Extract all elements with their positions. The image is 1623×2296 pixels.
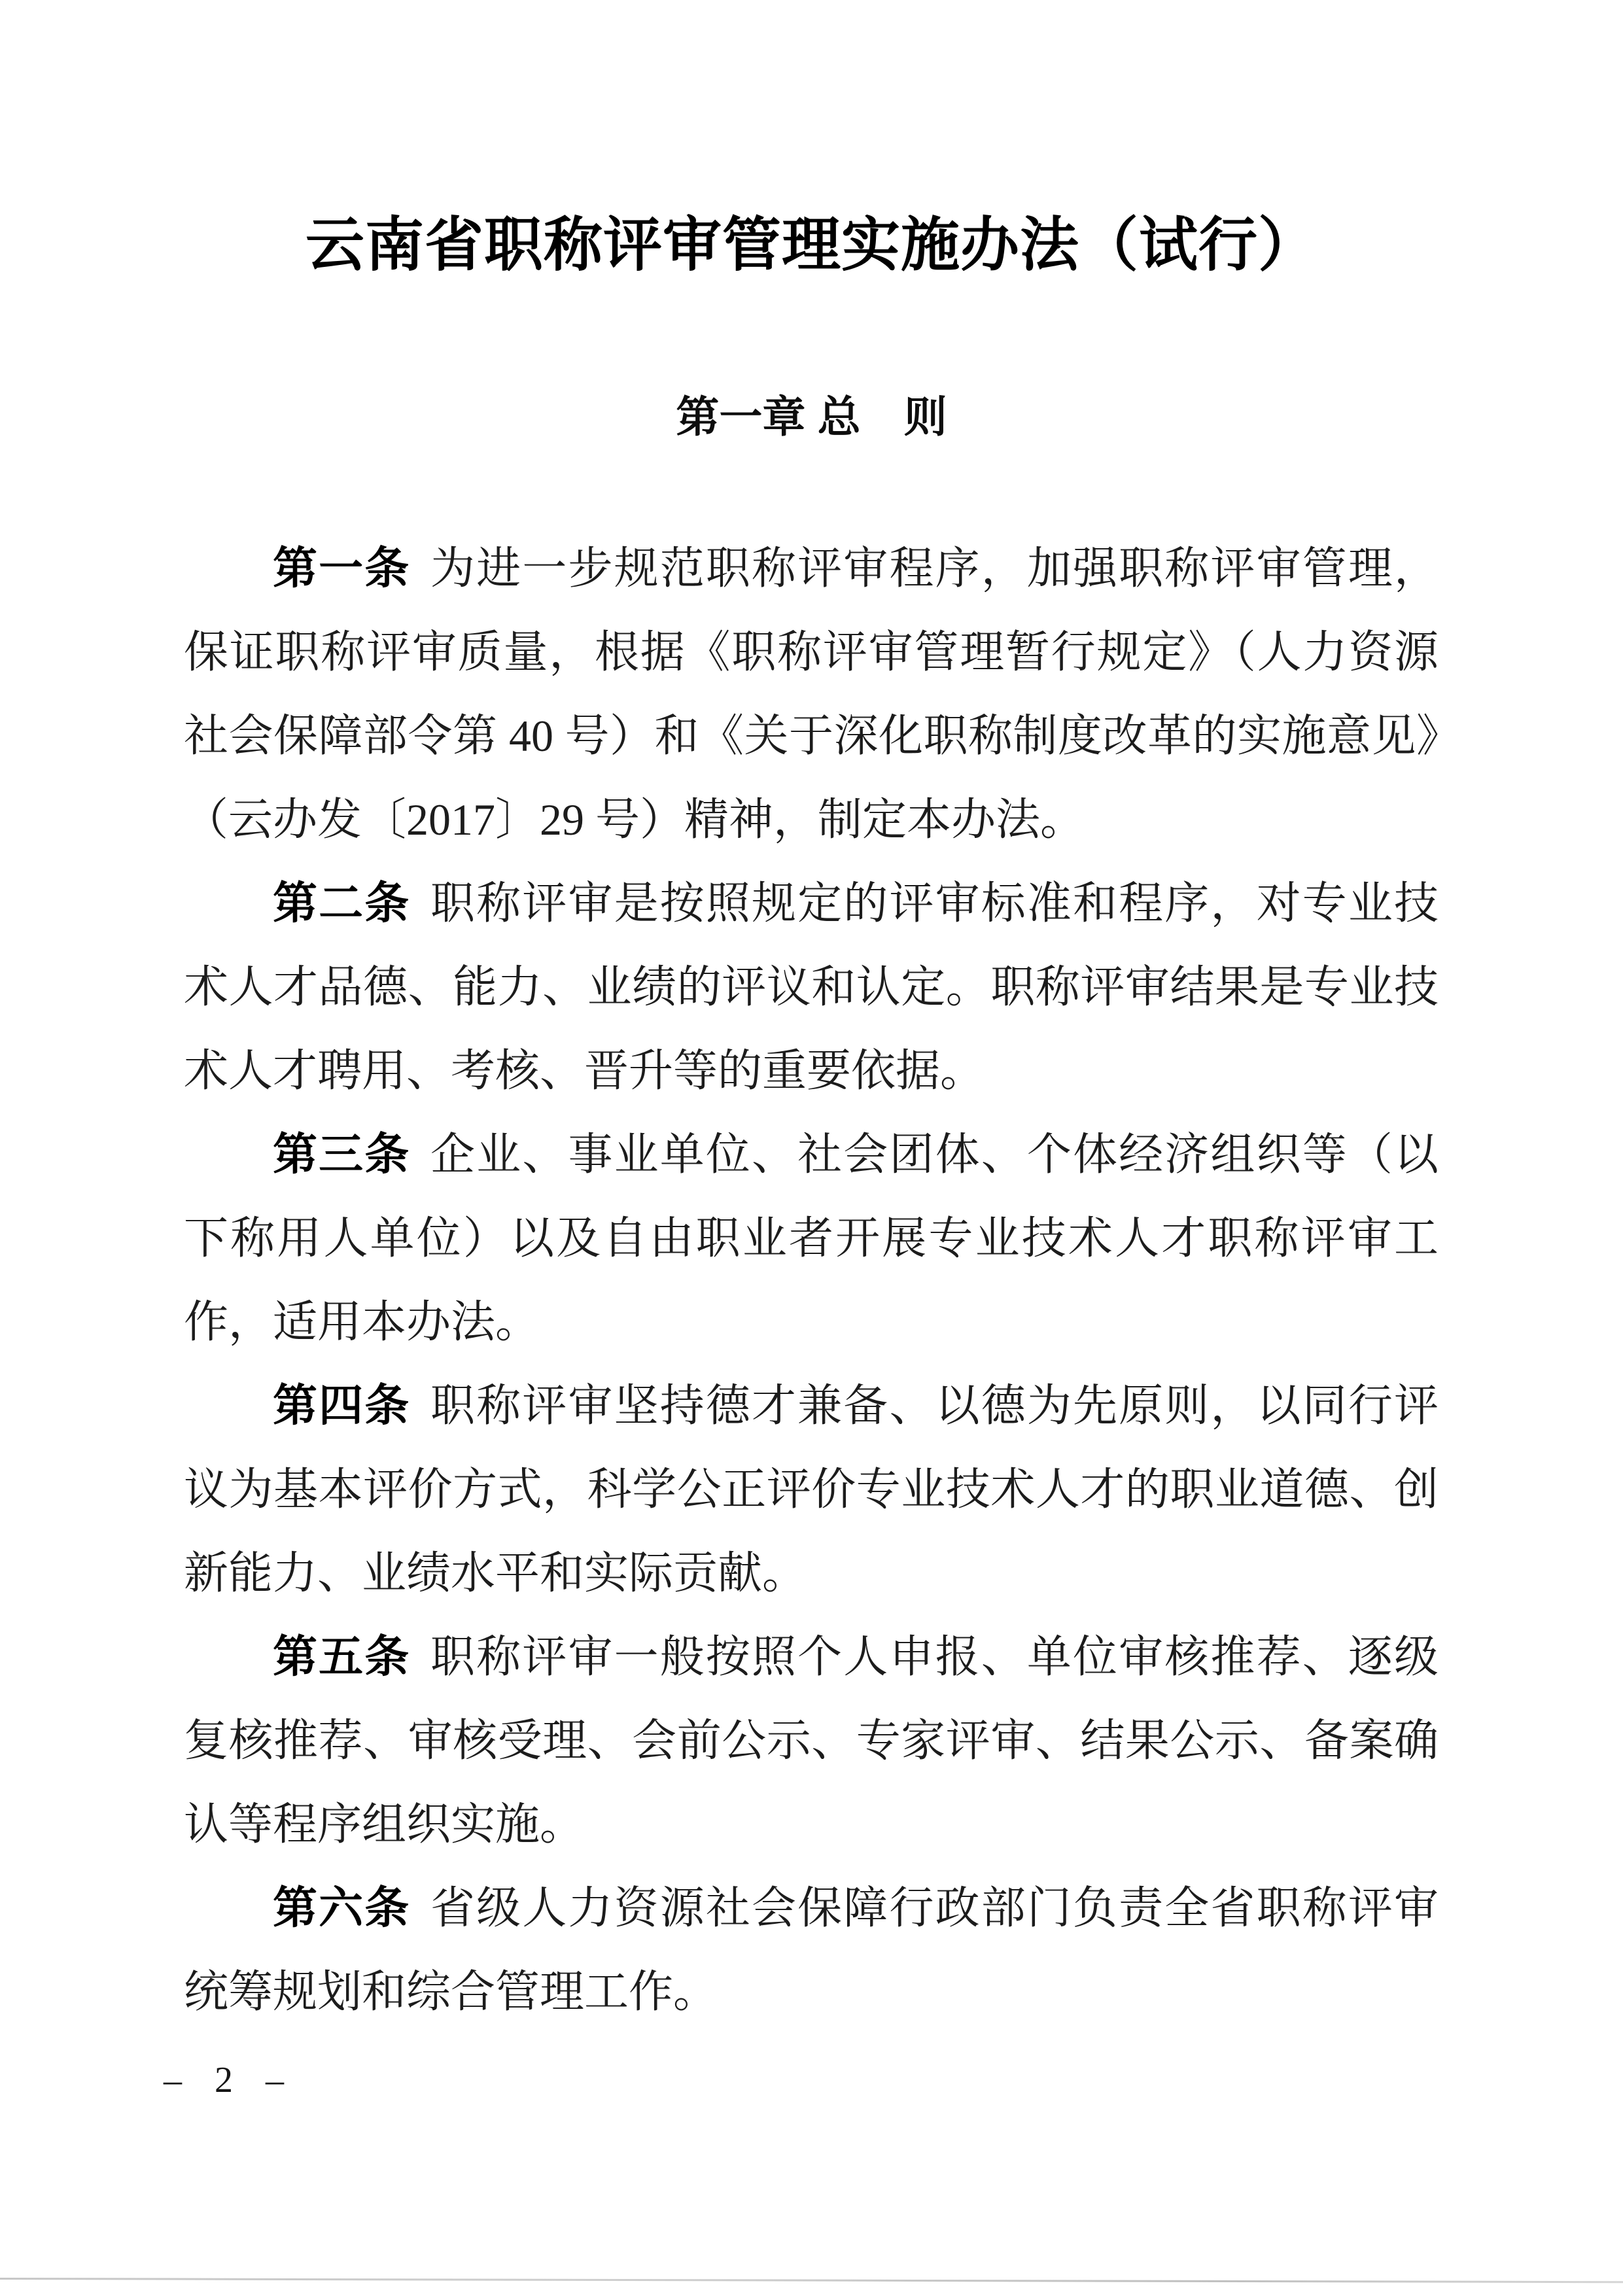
article-paragraph-5 [184,1615,1439,1866]
article-3-text: 企业、事业单位、社会团体、个体经济组织等（以下称用人单位）以及自由职业者开展专业技术人才职称评审工作，适用本办法。 [184,1130,1439,1348]
article-paragraph-3 [184,1113,1439,1364]
document-title: 云南省职称评审管理实施办法（试行） [305,213,1318,278]
article-6-text: 省级人力资源社会保障行政部门负责全省职称评审统筹规划和综合管理工作。 [184,1883,1439,2017]
article-6-lead: 第六条 [273,1883,411,1934]
page-number: – 2 – [164,2060,290,2100]
document-body [184,527,1439,2034]
article-paragraph-6 [184,1866,1439,2034]
article-1-text: 为进一步规范职称评审程序，加强职称评审管理，保证职称评审质量，根据《职称评审管理暂行规定》（人力资源社会保障部令第 40 号）和《关于深化职称制度改革的实施意见》（云办发〔2017〕29 号）精神，制定本办法。 [184,544,1439,845]
article-paragraph-4 [184,1364,1439,1615]
scan-artifact-line [0,2278,1623,2283]
chapter-heading: 第一章 总 则 [676,392,947,441]
article-paragraph-1 [184,527,1439,861]
article-2-text: 职称评审是按照规定的评审标准和程序，对专业技术人才品德、能力、业绩的评议和认定。职称评审结果是专业技术人才聘用、考核、晋升等的重要依据。 [184,878,1439,1096]
article-4-text: 职称评审坚持德才兼备、以德为先原则，以同行评议为基本评价方式，科学公正评价专业技术人才的职业道德、创新能力、业绩水平和实际贡献。 [184,1381,1439,1599]
article-5-lead: 第五条 [273,1632,411,1682]
article-5-text: 职称评审一般按照个人申报、单位审核推荐、逐级复核推荐、审核受理、会前公示、专家评审、结果公示、备案确认等程序组织实施。 [184,1632,1439,1850]
article-3-lead: 第三条 [273,1130,411,1180]
article-4-lead: 第四条 [273,1381,411,1431]
article-1-lead: 第一条 [273,544,411,594]
article-paragraph-2 [184,861,1439,1113]
article-2-lead: 第二条 [273,878,411,929]
